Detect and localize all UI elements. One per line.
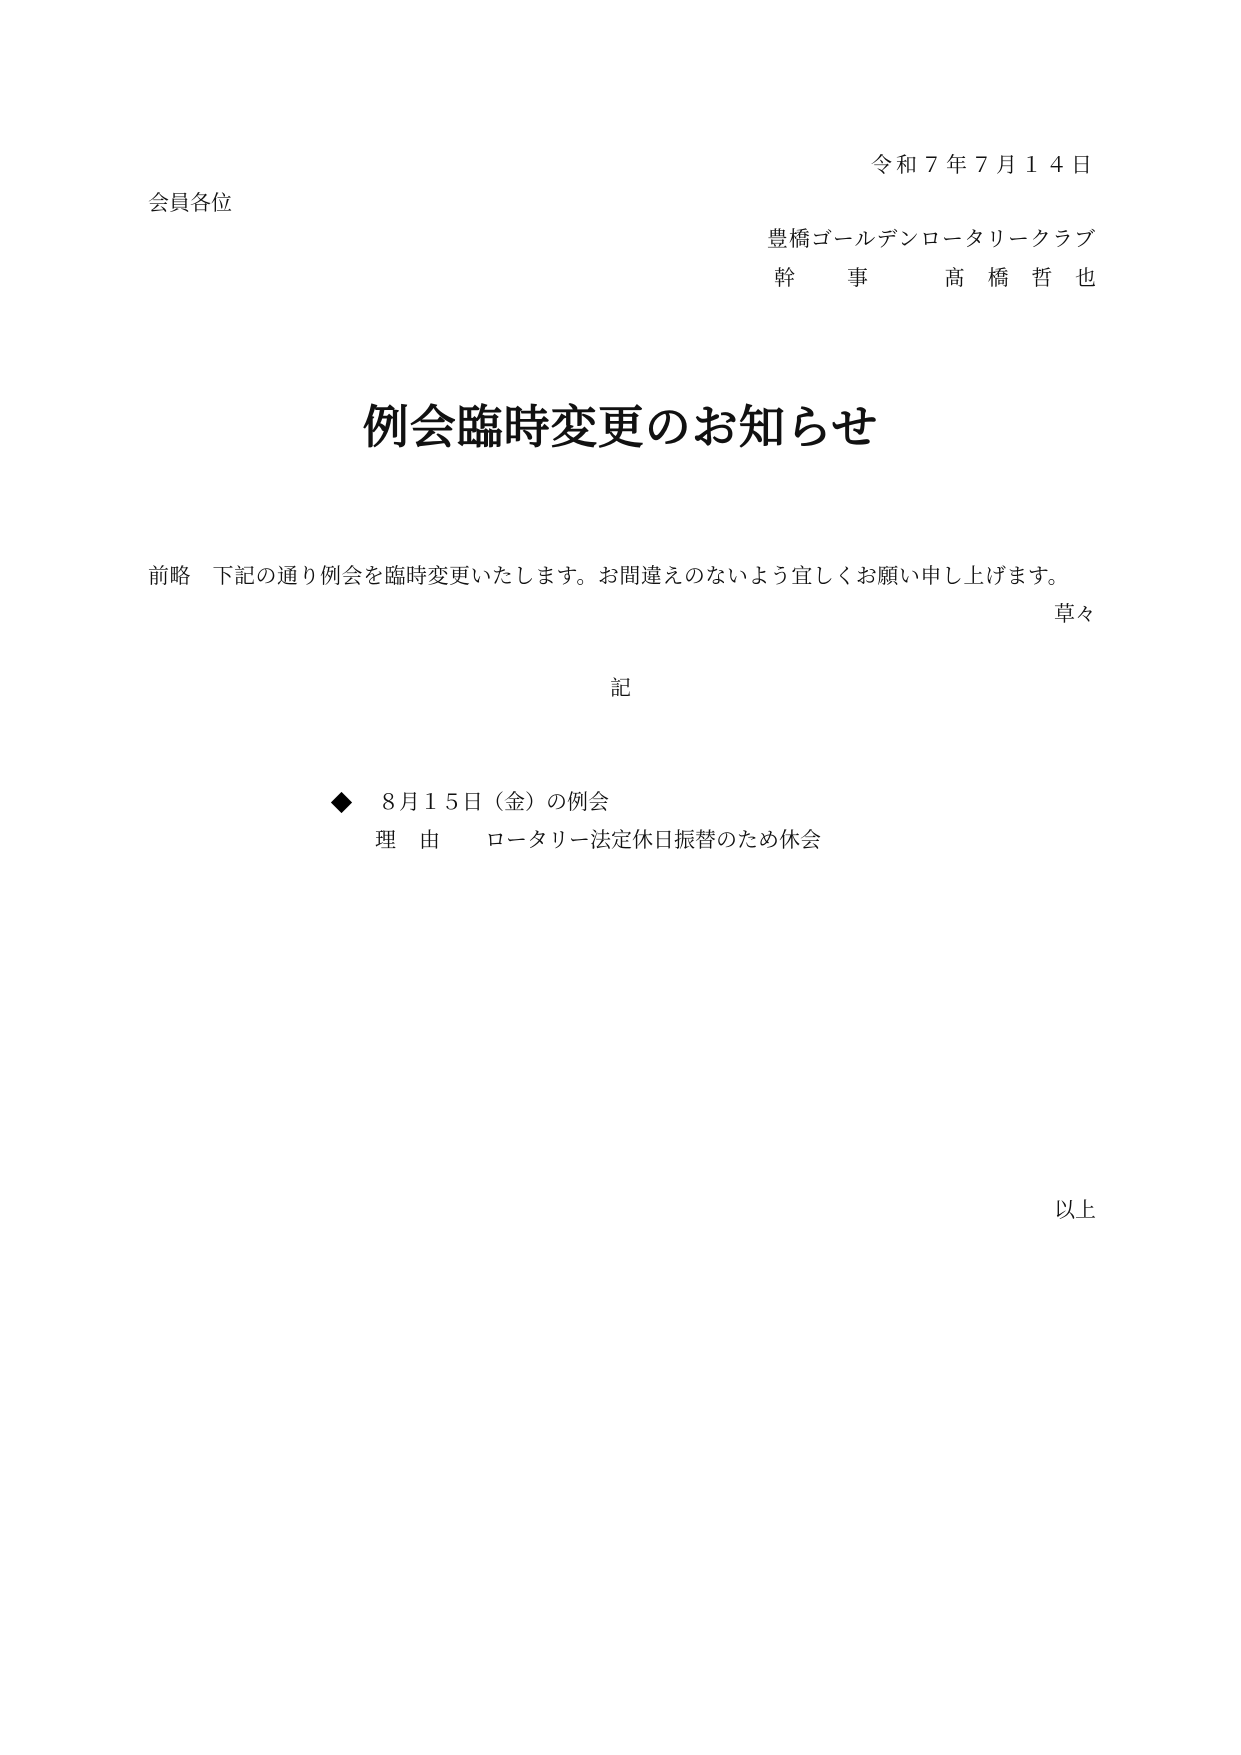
secretary-name-char: 也	[1074, 266, 1096, 290]
closing-phrase: 草々	[1054, 602, 1096, 626]
secretary-role-char: 事	[847, 266, 868, 290]
notice-item	[331, 792, 609, 813]
sender-organization: 豊橋ゴールデンロータリークラブ	[766, 227, 1096, 251]
secretary-name-char: 髙	[944, 266, 965, 290]
recipient: 会員各位	[148, 191, 232, 215]
secretary-name	[944, 268, 1096, 289]
secretary-role-char: 幹	[774, 266, 795, 290]
secretary-role	[774, 268, 868, 289]
document-date: 令和７年７月１４日	[871, 153, 1096, 177]
reason-label-char: 理	[375, 828, 396, 852]
body-text: 前略 下記の通り例会を臨時変更いたします。お間違えのないよう宜しくお願い申し上げます。	[148, 564, 1070, 588]
sender-secretary	[774, 268, 1096, 289]
secretary-name-char: 橋	[987, 266, 1009, 290]
notice-item-text: ８月１５日（金）の例会	[378, 790, 609, 814]
diamond-icon	[331, 792, 352, 813]
notice-heading: 記	[610, 676, 631, 700]
secretary-name-char: 哲	[1031, 266, 1053, 290]
reason-value: ロータリー法定休日振替のため休会	[485, 828, 821, 852]
end-mark: 以上	[1054, 1198, 1096, 1222]
notice-reason	[375, 830, 821, 851]
reason-label	[375, 830, 485, 851]
reason-label-char: 由	[419, 828, 440, 852]
document-title: 例会臨時変更のお知らせ	[362, 400, 879, 454]
